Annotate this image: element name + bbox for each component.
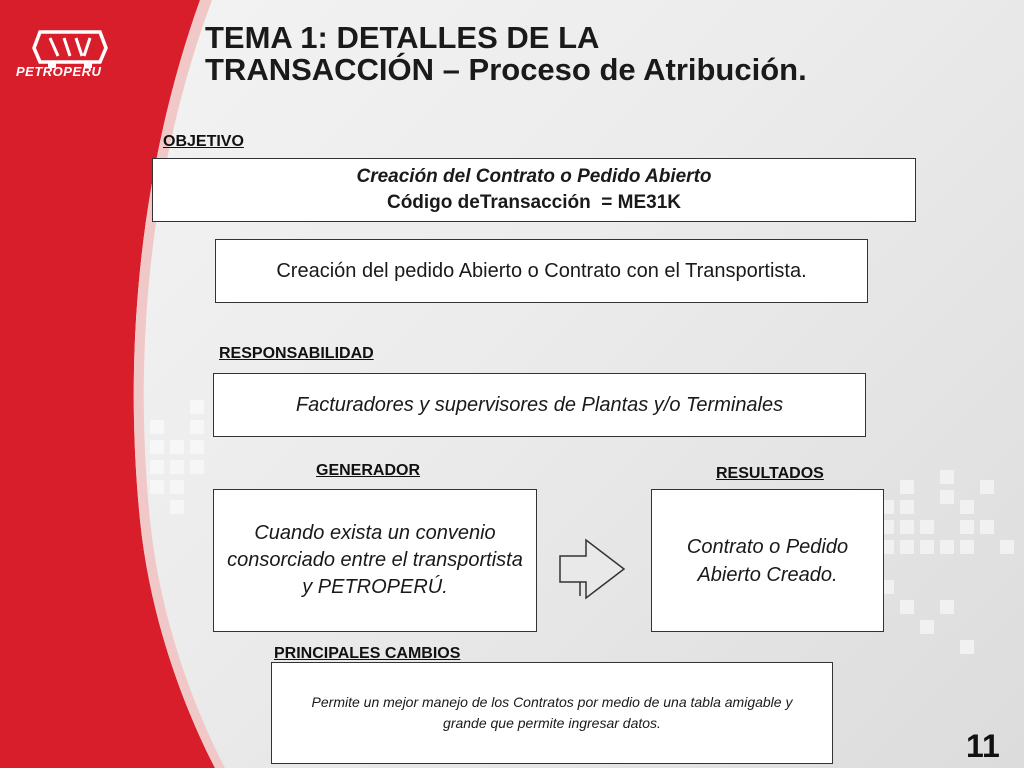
generador-box: Cuando exista un convenio consorciado entre el transportista y PETROPERÚ. (213, 489, 537, 632)
principales-cambios-label: PRINCIPALES CAMBIOS (274, 645, 461, 662)
description-box: Creación del pedido Abierto o Contrato con el Transportista. (215, 239, 868, 303)
objetivo-line-2: Código deTransacción = ME31K (386, 192, 682, 213)
objetivo-line-1: Creación del Contrato o Pedido Abierto (356, 166, 712, 187)
principales-cambios-box: Permite un mejor manejo de los Contratos por medio de una tabla amigable y grande que permite ingresar datos. (271, 662, 833, 764)
objetivo-box (152, 158, 916, 222)
generador-label: GENERADOR (316, 462, 421, 479)
responsabilidad-label: RESPONSABILIDAD (219, 345, 374, 362)
title-line-2: TRANSACCIÓN – Proceso de Atribución. (205, 52, 807, 87)
slide-title (205, 22, 1005, 86)
page-number: 11 (966, 728, 1000, 764)
brand-name: PETROPERU (16, 64, 102, 79)
resultados-label: RESULTADOS (716, 465, 824, 482)
right-arrow-icon (556, 538, 628, 600)
resultados-box: Contrato o Pedido Abierto Creado. (651, 489, 884, 632)
title-line-1: TEMA 1: DETALLES DE LA (205, 20, 600, 55)
responsabilidad-box: Facturadores y supervisores de Plantas y/o Terminales (213, 373, 866, 437)
objetivo-label: OBJETIVO (163, 133, 244, 150)
